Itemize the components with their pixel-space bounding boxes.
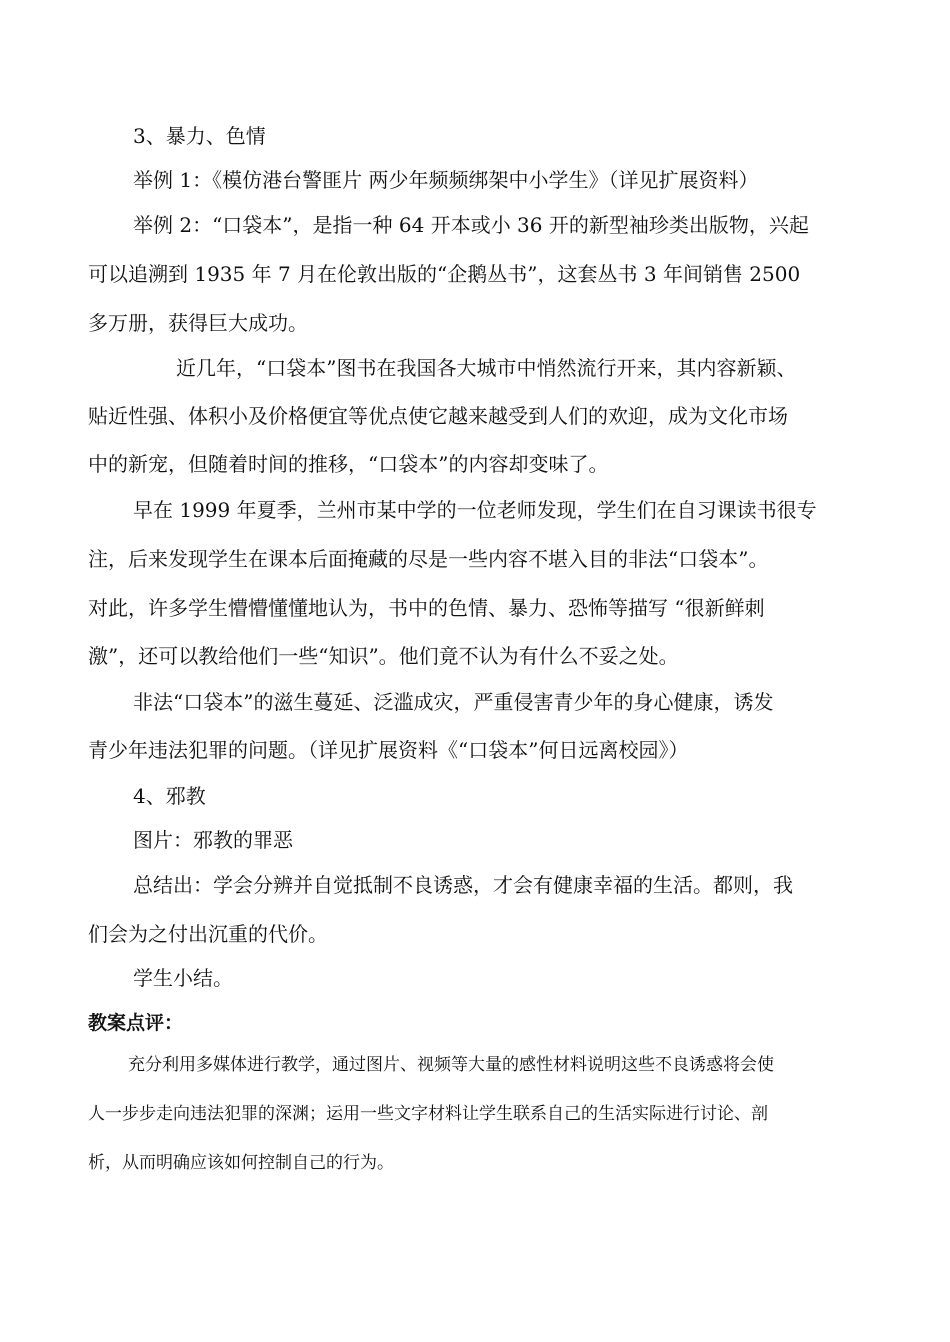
early-case-line-2: 注，后来发现学生在课本后面掩藏的尽是一些内容不堪入目的非法“口袋本”。 <box>88 547 769 571</box>
example-2-line-1: 举例 2：“口袋本”，是指一种 64 开本或小 36 开的新型袖珍类出版物，兴起 <box>133 213 809 237</box>
recent-years-line-2: 贴近性强、体积小及价格便宜等优点使它越来越受到人们的欢迎，成为文化市场 <box>88 404 788 428</box>
example-2-line-2: 可以追溯到 1935 年 7 月在伦敦出版的“企鹅丛书”，这套丛书 3 年间销售 2500 <box>88 262 801 286</box>
early-case-line-1: 早在 1999 年夏季，兰州市某中学的一位老师发现，学生们在自习课读书很专 <box>133 498 817 522</box>
review-line-1: 充分利用多媒体进行教学，通过图片、视频等大量的感性材料说明这些不良诱惑将会使 <box>128 1055 774 1075</box>
section-4-heading: 4、邪教 <box>133 784 206 808</box>
early-case-line-3: 对此，许多学生懵懵懂懂地认为，书中的色情、暴力、恐怖等描写 “很新鲜刺 <box>88 596 765 620</box>
example-2-line-3: 多万册，获得巨大成功。 <box>88 311 308 335</box>
early-case-line-4: 激”，还可以教给他们一些“知识”。他们竟不认为有什么不妥之处。 <box>88 644 679 668</box>
section-3-heading: 3、暴力、色情 <box>133 124 266 148</box>
picture-caption: 图片：邪教的罪恶 <box>133 828 293 852</box>
summary-line-1: 总结出：学会分辨并自觉抵制不良诱惑，才会有健康幸福的生活。都则，我 <box>133 873 793 897</box>
illegal-line-2: 青少年违法犯罪的问题。（详见扩展资料《“口袋本”何日远离校园》） <box>88 738 689 762</box>
example-1: 举例 1：《模仿港台警匪片 两少年频频绑架中小学生》（详见扩展资料） <box>133 168 759 192</box>
review-line-3: 析，从而明确应该如何控制自己的行为。 <box>88 1153 394 1173</box>
illegal-line-1: 非法“口袋本”的滋生蔓延、泛滥成灾，严重侵害青少年的身心健康，诱发 <box>133 690 774 714</box>
review-heading: 教案点评： <box>88 1012 184 1034</box>
review-line-2: 人一步步走向违法犯罪的深渊；运用一些文字材料让学生联系自己的生活实际进行讨论、剖 <box>88 1104 768 1124</box>
recent-years-line-3: 中的新宠，但随着时间的推移，“口袋本”的内容却变味了。 <box>88 452 609 476</box>
summary-line-2: 们会为之付出沉重的代价。 <box>88 922 328 946</box>
student-summary: 学生小结。 <box>133 966 233 990</box>
recent-years-line-1: 近几年，“口袋本”图书在我国各大城市中悄然流行开来，其内容新颖、 <box>176 356 797 380</box>
